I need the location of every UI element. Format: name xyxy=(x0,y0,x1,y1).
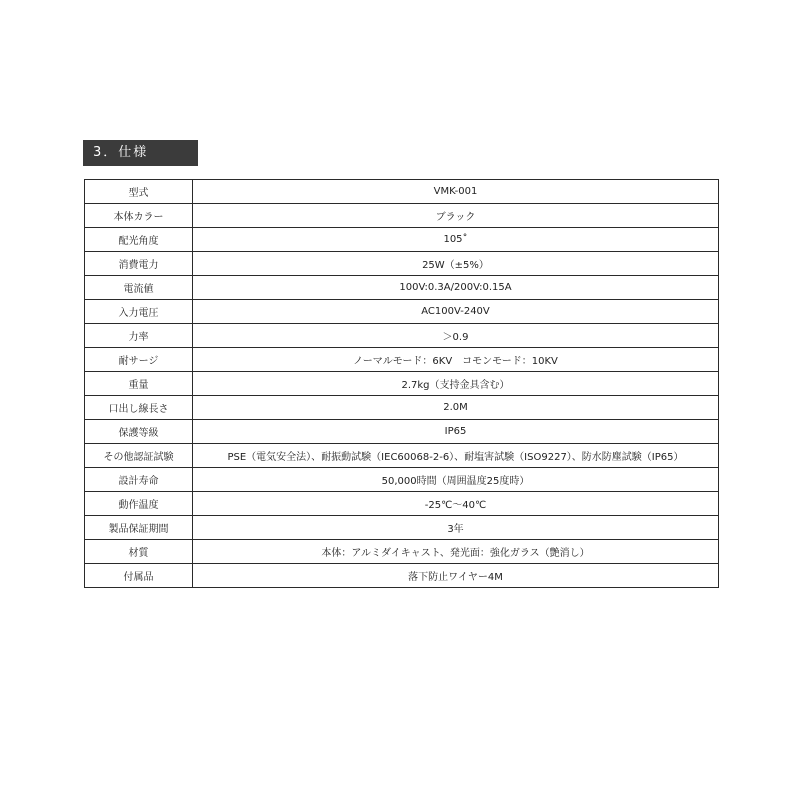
table-row xyxy=(85,420,719,444)
spec-label-cell: 材質 xyxy=(85,540,193,564)
spec-label-cell: 重量 xyxy=(85,372,193,396)
spec-value-cell: IP65 xyxy=(193,420,719,444)
spec-label-cell: 耐サージ xyxy=(85,348,193,372)
spec-value-cell: PSE（電気安全法）、耐振動試験（IEC60068-2-6）、耐塩害試験（ISO9227）、防水防塵試験（IP65） xyxy=(193,444,719,468)
table-row xyxy=(85,180,719,204)
spec-table-body xyxy=(85,180,719,588)
table-row xyxy=(85,348,719,372)
table-row xyxy=(85,540,719,564)
spec-label-cell: 型式 xyxy=(85,180,193,204)
table-row xyxy=(85,324,719,348)
spec-label-cell: 付属品 xyxy=(85,564,193,588)
spec-label-cell: 入力電圧 xyxy=(85,300,193,324)
spec-value-cell: AC100V-240V xyxy=(193,300,719,324)
table-row xyxy=(85,204,719,228)
spec-value-cell: 25W（±5%） xyxy=(193,252,719,276)
spec-value-cell: 2.0M xyxy=(193,396,719,420)
spec-value-cell: 105˚ xyxy=(193,228,719,252)
spec-label-cell: 設計寿命 xyxy=(85,468,193,492)
spec-value-cell: ノーマルモード：6KV コモンモード：10KV xyxy=(193,348,719,372)
spec-value-cell: 2.7kg（支持金具含む） xyxy=(193,372,719,396)
spec-label-cell: 電流値 xyxy=(85,276,193,300)
spec-value-cell: VMK-001 xyxy=(193,180,719,204)
section-title: 3．仕様 xyxy=(83,140,198,166)
spec-value-cell: ＞0.9 xyxy=(193,324,719,348)
spec-label-cell: 本体カラー xyxy=(85,204,193,228)
spec-value-cell: 本体：アルミダイキャスト、発光面：強化ガラス（艶消し） xyxy=(193,540,719,564)
spec-label-cell: 力率 xyxy=(85,324,193,348)
spec-label-cell: 製品保証期間 xyxy=(85,516,193,540)
table-row xyxy=(85,276,719,300)
table-row xyxy=(85,300,719,324)
spec-value-cell: -25℃～40℃ xyxy=(193,492,719,516)
spec-value-cell: 50,000時間（周囲温度25度時） xyxy=(193,468,719,492)
spec-label-cell: 口出し線長さ xyxy=(85,396,193,420)
spec-label-cell: 動作温度 xyxy=(85,492,193,516)
table-row xyxy=(85,468,719,492)
table-row xyxy=(85,444,719,468)
spec-label-cell: 配光角度 xyxy=(85,228,193,252)
spec-label-cell: 消費電力 xyxy=(85,252,193,276)
table-row xyxy=(85,396,719,420)
spec-value-cell: 落下防止ワイヤー4M xyxy=(193,564,719,588)
spec-label-cell: その他認証試験 xyxy=(85,444,193,468)
spec-value-cell: 3年 xyxy=(193,516,719,540)
table-row xyxy=(85,564,719,588)
table-row xyxy=(85,372,719,396)
spec-label-cell: 保護等級 xyxy=(85,420,193,444)
spec-value-cell: 100V:0.3A/200V:0.15A xyxy=(193,276,719,300)
table-row xyxy=(85,252,719,276)
table-row xyxy=(85,516,719,540)
spec-value-cell: ブラック xyxy=(193,204,719,228)
table-row xyxy=(85,492,719,516)
table-row xyxy=(85,228,719,252)
spec-table xyxy=(84,179,719,588)
